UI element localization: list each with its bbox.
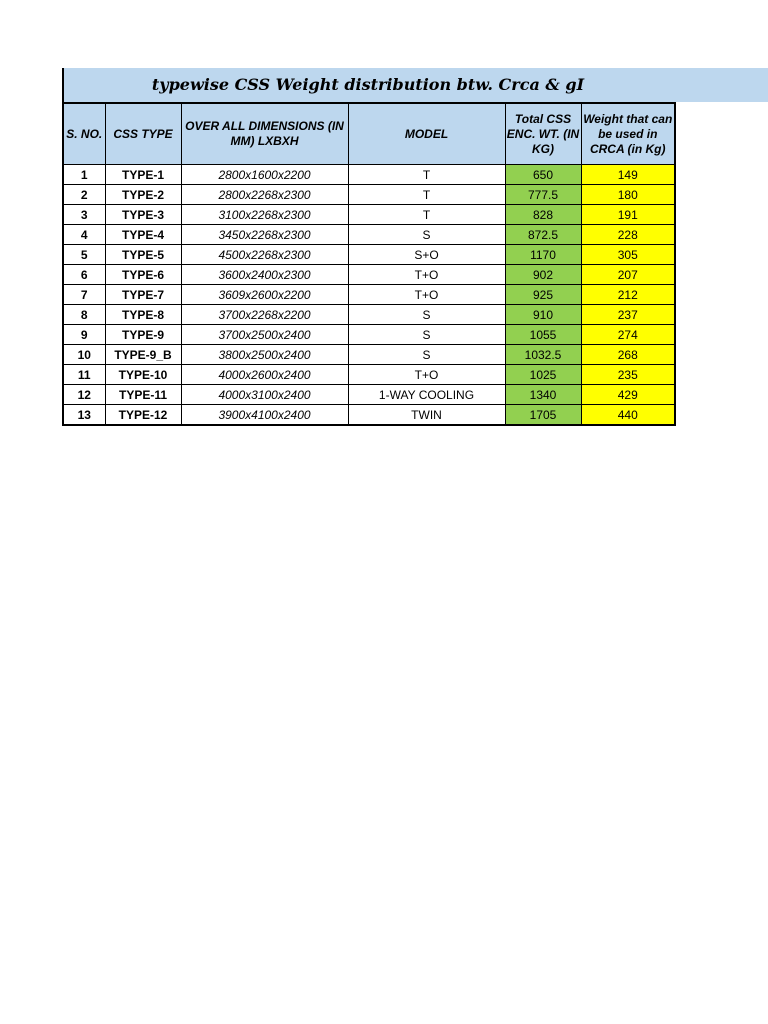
cell-sno: 8 — [63, 305, 105, 325]
cell-sno: 4 — [63, 225, 105, 245]
cell-dimensions: 4500x2268x2300 — [181, 245, 348, 265]
table-row — [63, 165, 675, 185]
cell-total-weight: 1032.5 — [505, 345, 581, 365]
cell-dimensions: 2800x1600x2200 — [181, 165, 348, 185]
header-css-type: CSS TYPE — [105, 103, 181, 165]
cell-model: T — [348, 165, 505, 185]
cell-css-type: TYPE-3 — [105, 205, 181, 225]
table-row — [63, 245, 675, 265]
cell-crca-weight: 440 — [581, 405, 675, 426]
cell-css-type: TYPE-7 — [105, 285, 181, 305]
cell-css-type: TYPE-5 — [105, 245, 181, 265]
cell-model: S — [348, 325, 505, 345]
cell-crca-weight: 212 — [581, 285, 675, 305]
table-row — [63, 185, 675, 205]
cell-total-weight: 910 — [505, 305, 581, 325]
cell-model: S — [348, 345, 505, 365]
cell-sno: 10 — [63, 345, 105, 365]
cell-model: T — [348, 185, 505, 205]
header-model: MODEL — [348, 103, 505, 165]
cell-crca-weight: 207 — [581, 265, 675, 285]
cell-css-type: TYPE-12 — [105, 405, 181, 426]
cell-dimensions: 3700x2268x2200 — [181, 305, 348, 325]
cell-dimensions: 3450x2268x2300 — [181, 225, 348, 245]
cell-sno: 9 — [63, 325, 105, 345]
cell-dimensions: 3600x2400x2300 — [181, 265, 348, 285]
cell-total-weight: 828 — [505, 205, 581, 225]
cell-dimensions: 3800x2500x2400 — [181, 345, 348, 365]
cell-total-weight: 1340 — [505, 385, 581, 405]
cell-sno: 3 — [63, 205, 105, 225]
cell-total-weight: 1055 — [505, 325, 581, 345]
sheet-title: typewise CSS Weight distribution btw. Crca & gI — [151, 75, 585, 94]
table-row — [63, 265, 675, 285]
cell-sno: 5 — [63, 245, 105, 265]
cell-model: 1-WAY COOLING — [348, 385, 505, 405]
table-row — [63, 385, 675, 405]
cell-css-type: TYPE-9 — [105, 325, 181, 345]
cell-dimensions: 4000x2600x2400 — [181, 365, 348, 385]
cell-total-weight: 1025 — [505, 365, 581, 385]
cell-sno: 12 — [63, 385, 105, 405]
table-row — [63, 325, 675, 345]
cell-crca-weight: 235 — [581, 365, 675, 385]
table-row — [63, 365, 675, 385]
header-row — [63, 103, 675, 165]
cell-total-weight: 1705 — [505, 405, 581, 426]
cell-dimensions: 3900x4100x2400 — [181, 405, 348, 426]
cell-css-type: TYPE-1 — [105, 165, 181, 185]
cell-dimensions: 2800x2268x2300 — [181, 185, 348, 205]
cell-sno: 13 — [63, 405, 105, 426]
cell-crca-weight: 237 — [581, 305, 675, 325]
table-row — [63, 345, 675, 365]
cell-css-type: TYPE-6 — [105, 265, 181, 285]
cell-sno: 2 — [63, 185, 105, 205]
cell-dimensions: 3100x2268x2300 — [181, 205, 348, 225]
cell-css-type: TYPE-4 — [105, 225, 181, 245]
cell-dimensions: 3609x2600x2200 — [181, 285, 348, 305]
cell-css-type: TYPE-9_B — [105, 345, 181, 365]
cell-crca-weight: 149 — [581, 165, 675, 185]
header-dimensions: OVER ALL DIMENSIONS (IN MM) LXBXH — [181, 103, 348, 165]
cell-total-weight: 650 — [505, 165, 581, 185]
cell-total-weight: 902 — [505, 265, 581, 285]
table-row — [63, 285, 675, 305]
cell-crca-weight: 305 — [581, 245, 675, 265]
cell-model: S — [348, 305, 505, 325]
cell-css-type: TYPE-11 — [105, 385, 181, 405]
table-row — [63, 405, 675, 426]
cell-model: S+O — [348, 245, 505, 265]
cell-model: T+O — [348, 365, 505, 385]
header-total-weight: Total CSS ENC. WT. (IN KG) — [505, 103, 581, 165]
cell-model: T+O — [348, 265, 505, 285]
cell-css-type: TYPE-8 — [105, 305, 181, 325]
cell-crca-weight: 268 — [581, 345, 675, 365]
header-crca-weight: Weight that can be used in CRCA (in Kg) — [581, 103, 675, 165]
cell-sno: 11 — [63, 365, 105, 385]
cell-sno: 7 — [63, 285, 105, 305]
cell-model: S — [348, 225, 505, 245]
table-row — [63, 205, 675, 225]
cell-model: T — [348, 205, 505, 225]
cell-crca-weight: 191 — [581, 205, 675, 225]
cell-crca-weight: 180 — [581, 185, 675, 205]
table-row — [63, 305, 675, 325]
weight-table — [62, 102, 676, 426]
cell-model: T+O — [348, 285, 505, 305]
cell-model: TWIN — [348, 405, 505, 426]
cell-total-weight: 777.5 — [505, 185, 581, 205]
header-sno: S. NO. — [63, 103, 105, 165]
cell-crca-weight: 274 — [581, 325, 675, 345]
cell-total-weight: 872.5 — [505, 225, 581, 245]
cell-total-weight: 1170 — [505, 245, 581, 265]
cell-crca-weight: 429 — [581, 385, 675, 405]
cell-total-weight: 925 — [505, 285, 581, 305]
cell-css-type: TYPE-10 — [105, 365, 181, 385]
cell-sno: 1 — [63, 165, 105, 185]
cell-css-type: TYPE-2 — [105, 185, 181, 205]
cell-dimensions: 4000x3100x2400 — [181, 385, 348, 405]
cell-sno: 6 — [63, 265, 105, 285]
table-row — [63, 225, 675, 245]
cell-crca-weight: 228 — [581, 225, 675, 245]
cell-dimensions: 3700x2500x2400 — [181, 325, 348, 345]
